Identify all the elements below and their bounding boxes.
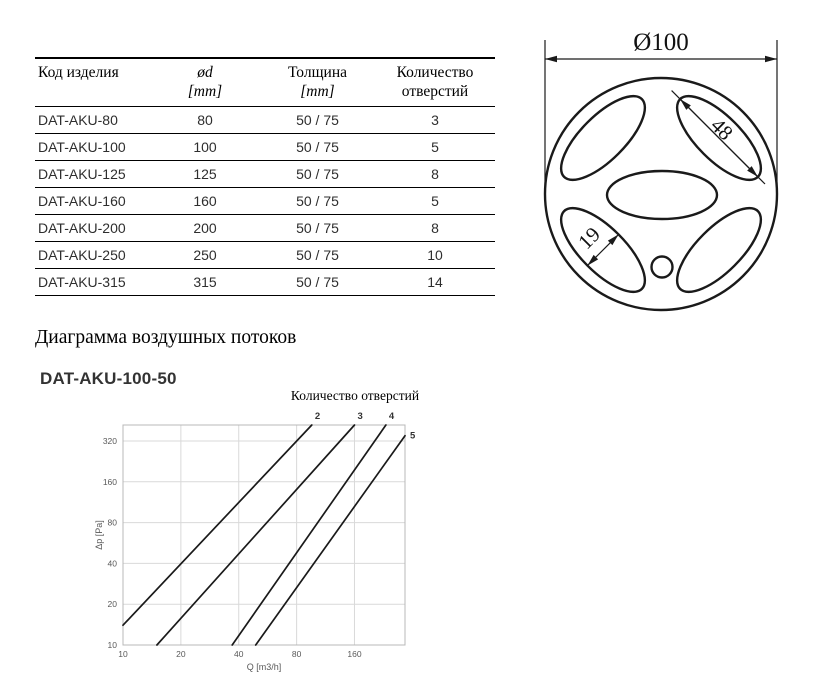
col-header-text: Код изделия — [38, 64, 119, 81]
series-label: 2 — [314, 411, 321, 422]
table-cell: 100 — [150, 133, 260, 160]
col-header-holes-count — [375, 58, 495, 106]
table-header-row — [35, 58, 495, 106]
col-header-text: отверстий — [401, 82, 469, 100]
diameter-dimension-label: Ø100 — [633, 29, 689, 56]
y-tick-label: 80 — [107, 517, 117, 528]
col-header-text: Количество — [396, 64, 474, 81]
col-header-product-code — [35, 58, 150, 106]
section-title: Диаграмма воздушных потоков — [35, 327, 297, 348]
table-cell: 50 / 75 — [260, 187, 375, 214]
center-slot — [607, 171, 717, 219]
series-label: 5 — [410, 430, 416, 442]
table-cell: 250 — [150, 241, 260, 268]
y-tick-label: 10 — [107, 640, 117, 650]
x-tick-label: 10 — [118, 649, 128, 659]
x-tick-label: 160 — [347, 649, 362, 659]
table-cell: DAT-AKU-125 — [35, 160, 150, 187]
product-spec-table — [35, 57, 495, 296]
chart-subtitle: DAT-AKU-100-50 — [40, 369, 177, 388]
table-cell: 3 — [375, 106, 495, 133]
table-cell: 50 / 75 — [260, 268, 375, 295]
table-cell: DAT-AKU-80 — [35, 106, 150, 133]
technical-drawing — [520, 10, 820, 325]
series-line — [256, 436, 405, 645]
table-row — [35, 187, 495, 214]
series-line — [123, 425, 312, 625]
table-row — [35, 241, 495, 268]
y-tick-label: 160 — [102, 476, 117, 487]
series-label: 3 — [357, 411, 363, 422]
y-tick-label: 320 — [102, 436, 117, 447]
col-header-thickness — [260, 58, 375, 106]
slot-width-label: 19 — [573, 222, 605, 254]
pilot-hole — [652, 257, 673, 278]
table-cell: 315 — [150, 268, 260, 295]
series-label: 4 — [388, 411, 395, 422]
table-cell: 160 — [150, 187, 260, 214]
col-header-unit: [mm] — [300, 82, 335, 100]
table-cell: 50 / 75 — [260, 106, 375, 133]
table-cell: 50 / 75 — [260, 241, 375, 268]
y-axis-label: Δp [Pa] — [94, 520, 104, 550]
x-axis-label: Q [m3/h] — [246, 662, 282, 672]
slot-top-left — [549, 84, 658, 193]
col-header-text: Толщина — [288, 64, 347, 81]
table-cell: DAT-AKU-100 — [35, 133, 150, 160]
table-row — [35, 214, 495, 241]
table-cell: 14 — [375, 268, 495, 295]
table-cell: 10 — [375, 241, 495, 268]
y-tick-label: 40 — [107, 558, 117, 569]
airflow-chart — [60, 400, 430, 695]
table-row — [35, 160, 495, 187]
table-cell: 50 / 75 — [260, 160, 375, 187]
y-tick-label: 20 — [107, 599, 117, 610]
col-header-text: ød — [197, 64, 213, 81]
col-header-unit: [mm] — [187, 82, 223, 100]
table-row — [35, 133, 495, 160]
table-cell: 50 / 75 — [260, 214, 375, 241]
x-tick-label: 80 — [291, 649, 302, 659]
table-row — [35, 106, 495, 133]
table-cell: DAT-AKU-250 — [35, 241, 150, 268]
slot-length-label: 48 — [706, 113, 738, 145]
table-cell: 5 — [375, 187, 495, 214]
table-cell: 200 — [150, 214, 260, 241]
x-tick-label: 20 — [176, 649, 186, 659]
x-tick-label: 40 — [234, 649, 244, 659]
table-cell: 80 — [150, 106, 260, 133]
table-cell: 50 / 75 — [260, 133, 375, 160]
table-cell: 8 — [375, 214, 495, 241]
table-row — [35, 268, 495, 295]
table-cell: 5 — [375, 133, 495, 160]
table-cell: DAT-AKU-160 — [35, 187, 150, 214]
table-cell: 8 — [375, 160, 495, 187]
slot-bottom-right — [665, 196, 774, 305]
col-header-diameter — [150, 58, 260, 106]
outer-circle — [545, 78, 777, 310]
table-cell: DAT-AKU-315 — [35, 268, 150, 295]
chart-legend-title: Количество отверстий — [290, 388, 420, 403]
table-cell: DAT-AKU-200 — [35, 214, 150, 241]
table-cell: 125 — [150, 160, 260, 187]
